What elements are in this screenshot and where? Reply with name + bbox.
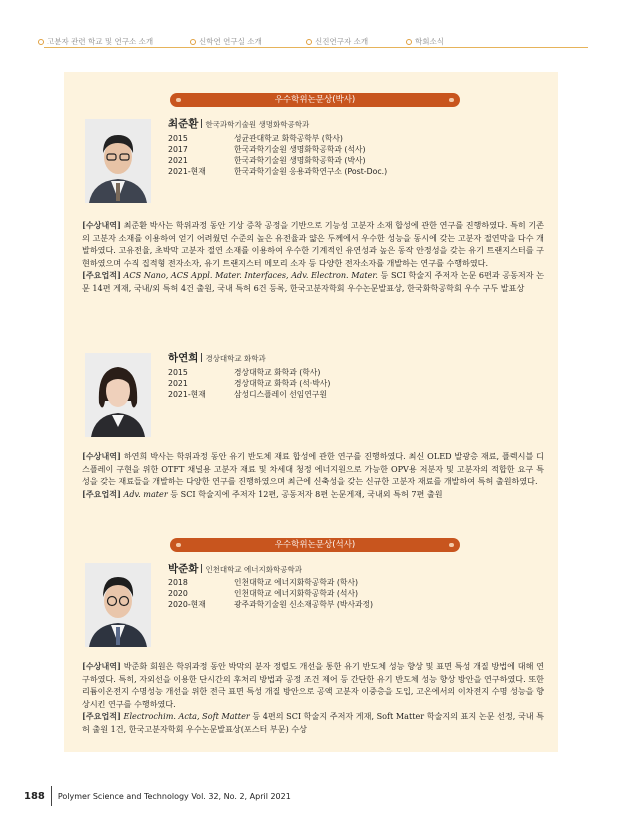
- award-banner-phd: [170, 93, 460, 107]
- career-row: [168, 155, 387, 166]
- nav-dot-icon: [190, 39, 196, 45]
- nav-line: [44, 47, 588, 48]
- separator: [201, 353, 202, 362]
- banner-dot-icon: [449, 543, 454, 547]
- person-affiliation: 한국과학기술원 생명화학공학과: [205, 120, 310, 129]
- career-desc: 한국과학기술원 생명화학공학과 (박사): [234, 156, 366, 165]
- banner-dot-icon: [176, 543, 181, 547]
- achievement-text: 등 SCI 학술지 주저자 논문 6편과 공동저자 논문 14편 게재, 국내/외 특허 4건 출원, 국내 특허 6건 등록, 한국고분자학회 우수논문발표상, 한국화학공학회 우수 구두 발표상: [82, 270, 544, 293]
- portrait-photo: [85, 563, 151, 647]
- career-row: [168, 577, 373, 588]
- nav-item-labs[interactable]: 신학연 연구실 소개: [190, 36, 266, 47]
- journal-names: Adv. mater: [123, 488, 168, 499]
- achievement-paragraph: [82, 710, 544, 735]
- career-row: [168, 378, 330, 389]
- award-description: [82, 219, 544, 294]
- career-desc: 성균관대학교 화학공학부 (학사): [234, 134, 343, 143]
- career-year: 2021-현재: [168, 390, 206, 399]
- research-tag: [수상내역]: [82, 220, 121, 230]
- career-desc: 경상대학교 화학과 (학사): [234, 368, 321, 377]
- nav-item-news[interactable]: 학회소식: [406, 36, 448, 47]
- nav-dot-icon: [306, 39, 312, 45]
- person-affiliation: 경상대학교 화학과: [205, 354, 266, 363]
- career-row: [168, 166, 387, 177]
- career-row: [168, 367, 330, 378]
- achievement-text: 등 SCI 학술지에 주저자 12편, 공동저자 8편 논문게재, 국내외 특허 7편 출원: [167, 488, 443, 499]
- career-desc: 삼성디스플레이 선임연구원: [234, 390, 327, 399]
- career-desc: 경상대학교 화학과 (석·박사): [234, 379, 331, 388]
- award-description: [82, 660, 544, 735]
- career-list: [168, 577, 373, 610]
- journal-names: ACS Nano, ACS Appl. Mater. Interfaces, Adv. Electron. Mater.: [123, 270, 378, 280]
- person-name: 하연희: [168, 352, 199, 364]
- nav-item-schools[interactable]: 고분자 관련 학교 및 연구소 소개: [38, 36, 157, 47]
- journal-info: Polymer Science and Technology Vol. 32, No. 2, April 2021: [57, 791, 291, 801]
- achievement-tag: [주요업적]: [82, 270, 121, 280]
- person-header: [168, 561, 302, 576]
- nav-dot-icon: [38, 39, 44, 45]
- award-banner-masters: [170, 538, 460, 552]
- career-year: 2020-현재: [168, 600, 206, 609]
- footer-divider: [51, 786, 52, 806]
- banner-dot-icon: [176, 98, 181, 102]
- banner-dot-icon: [449, 98, 454, 102]
- career-row: [168, 144, 387, 155]
- nav-item-researchers[interactable]: 신진연구자 소개: [306, 36, 372, 47]
- career-desc: 한국과학기술원 생명화학공학과 (석사): [234, 145, 366, 154]
- career-year: 2015: [168, 368, 188, 377]
- nav-dot-icon: [406, 39, 412, 45]
- portrait-photo: [85, 353, 151, 437]
- achievement-paragraph: [82, 488, 544, 501]
- person-header: [168, 116, 309, 131]
- career-desc: 인천대학교 에너지화학공학과 (석사): [234, 589, 359, 598]
- achievement-text: 등 4편의 SCI 학술지 주저자 게재, Soft Matter 학술지의 표지 논문 선정, 국내 특허 출원 1건, 한국고분자학회 우수논문발표상(포스터 부문) 수상: [82, 711, 544, 734]
- banner-title: 우수학위논문상(박사): [274, 95, 356, 105]
- research-text: 최준환 박사는 학위과정 동안 기상 증착 공정을 기반으로 기능성 고분자 소재 합성에 관한 연구를 진행하였다. 특히 기존의 고분자 소재를 이용하여 얻기 어려웠던 수준의 높은 유전율과 얇은 두께에서 우수한 성능을 동시에 갖는 고분자 절연막을 다수 개발하였다. 고유전율, 초박막 고분자 절연 소재를 이용하여 우수한 기계적인 유연성과 높은 동작 안정성을 갖는 유기 트랜지스터를 구현하였으며 수직 집적형 전자소자, 유기 트랜지스터 메모리 소자 등 다양한 전자소자를 개발하는 연구를 수행하였다.: [82, 220, 544, 268]
- portrait-photo: [85, 119, 151, 203]
- journal-names: Electrochim. Acta, Soft Matter: [123, 711, 250, 721]
- person-name: 최준환: [168, 118, 199, 130]
- career-year: 2018: [168, 578, 188, 587]
- career-year: 2021: [168, 379, 188, 388]
- career-year: 2017: [168, 145, 188, 154]
- separator: [201, 119, 202, 128]
- person-header: [168, 350, 266, 365]
- career-year: 2020: [168, 589, 188, 598]
- career-list: [168, 133, 387, 177]
- research-paragraph: [82, 450, 544, 488]
- career-desc: 광주과학기술원 신소재공학부 (박사과정): [234, 600, 374, 609]
- career-row: [168, 588, 373, 599]
- award-description: [82, 450, 544, 500]
- achievement-paragraph: [82, 269, 544, 294]
- research-paragraph: [82, 660, 544, 710]
- career-row: [168, 599, 373, 610]
- research-paragraph: [82, 219, 544, 269]
- research-tag: [수상내역]: [82, 661, 121, 671]
- page-footer: [24, 786, 291, 806]
- research-tag: [수상내역]: [82, 451, 121, 461]
- separator: [201, 564, 202, 573]
- career-year: 2015: [168, 134, 188, 143]
- career-year: 2021: [168, 156, 188, 165]
- person-affiliation: 인천대학교 에너지화학공학과: [205, 565, 303, 574]
- research-text: 하연희 박사는 학위과정 동안 유기 반도체 재료 합성에 관한 연구를 진행하였다. 최신 OLED 발광층 재료, 플렉시블 디스플레이 구현을 위한 OTFT 채널용 고분자 재료 및 차세대 청정 에너지원으로 가능한 OPV용 저분자 및 고분자의 적합한 요구 특성을 갖는 재료들을 개발하는 다양한 연구를 진행하였으며 최근에 신축성을 갖는 신규한 고분자 재료를 개발하여 특허 출원하였다.: [82, 451, 544, 486]
- achievement-tag: [주요업적]: [82, 711, 121, 721]
- career-year: 2021-현재: [168, 167, 206, 176]
- person-portrait-icon: [85, 119, 151, 203]
- banner-title: 우수학위논문상(석사): [274, 540, 356, 550]
- career-list: [168, 367, 330, 400]
- research-text: 박준화 회원은 학위과정 동안 박막의 분자 정렬도 개선을 통한 유기 반도체 성능 향상 및 표면 특성 개질 방법에 대해 연구하였다. 특히, 자외선을 이용한 단시간의 후처리 방법과 공정 조건 제어 등 간단한 유기 반도체 성능 향상 방안을 연구하였다. 또한 리튬이온전지 수명성능 개선을 위한 전극 표면 특성 개질 방안으로 공액 고분자 이중층을 도입, 고온에서의 이차전지 수명 성능을 향상시킨 연구를 수행하였다.: [82, 661, 544, 709]
- career-desc: 한국과학기술원 응용과학연구소 (Post-Doc.): [234, 167, 388, 176]
- person-name: 박준화: [168, 563, 199, 575]
- page-number: 188: [24, 790, 45, 802]
- top-navigation: [38, 36, 598, 52]
- person-portrait-icon: [85, 563, 151, 647]
- career-row: [168, 389, 330, 400]
- career-row: [168, 133, 387, 144]
- career-desc: 인천대학교 에너지화학공학과 (학사): [234, 578, 359, 587]
- person-portrait-icon: [85, 353, 151, 437]
- achievement-tag: [주요업적]: [82, 488, 121, 499]
